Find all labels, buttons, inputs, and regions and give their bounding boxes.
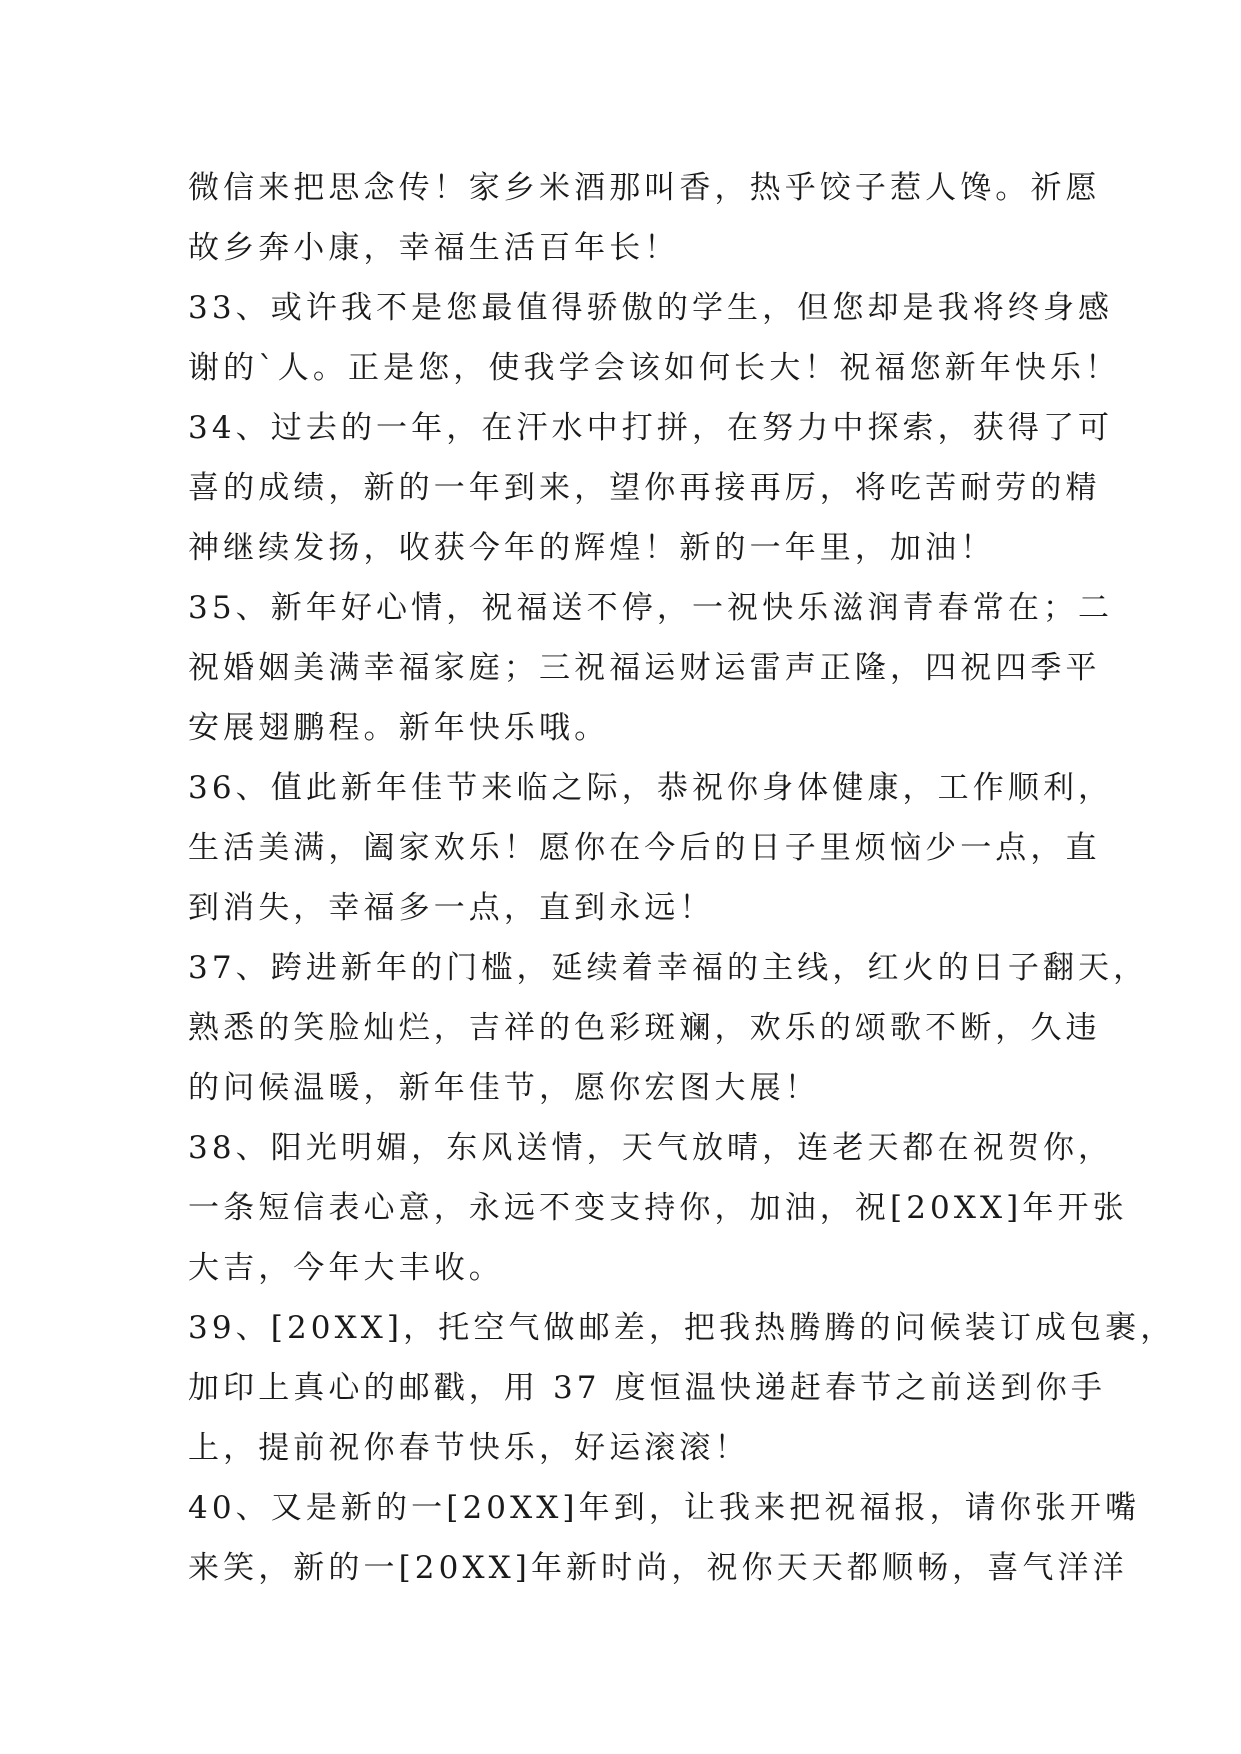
text-line: 故乡奔小康，幸福生活百年长！ — [188, 230, 680, 266]
document-body — [188, 158, 1176, 1598]
text-line: 一条短信表心意，永远不变支持你，加油，祝[20XX]年开张 — [188, 1190, 1128, 1226]
text-line: 37、跨进新年的门槛，延续着幸福的主线，红火的日子翻天， — [188, 950, 1149, 986]
text-line: 33、或许我不是您最值得骄傲的学生，但您却是我将终身感 — [188, 290, 1114, 326]
text-line: 熟悉的笑脸灿烂，吉祥的色彩斑斓，欢乐的颂歌不断，久违 — [188, 1010, 1101, 1046]
text-line: 的问候温暖，新年佳节，愿你宏图大展！ — [188, 1070, 820, 1106]
text-line: 安展翅鹏程。新年快乐哦。 — [188, 710, 610, 746]
text-line: 微信来把思念传！家乡米酒那叫香，热乎饺子惹人馋。祈愿 — [188, 170, 1101, 206]
text-line: 大吉，今年大丰收。 — [188, 1250, 504, 1286]
text-line: 39、[20XX]，托空气做邮差，把我热腾腾的问候装订成包裹， — [188, 1310, 1176, 1346]
text-line: 加印上真心的邮戳，用 37 度恒温快递赶春节之前送到你手 — [188, 1370, 1106, 1406]
text-line: 40、又是新的一[20XX]年到，让我来把祝福报，请你张开嘴 — [188, 1490, 1141, 1526]
text-line: 生活美满，阖家欢乐！愿你在今后的日子里烦恼少一点，直 — [188, 830, 1101, 866]
text-line: 上，提前祝你春节快乐，好运滚滚！ — [188, 1430, 750, 1466]
text-line: 35、新年好心情，祝福送不停，一祝快乐滋润青春常在；二 — [188, 590, 1114, 626]
text-line: 36、值此新年佳节来临之际，恭祝你身体健康，工作顺利， — [188, 770, 1114, 806]
text-line: 34、过去的一年，在汗水中打拼，在努力中探索，获得了可 — [188, 410, 1114, 446]
text-line: 来笑，新的一[20XX]年新时尚，祝你天天都顺畅，喜气洋洋 — [188, 1550, 1128, 1586]
text-line: 谢的`人。正是您，使我学会该如何长大！祝福您新年快乐！ — [188, 350, 1121, 386]
text-line: 38、阳光明媚，东风送情，天气放晴，连老天都在祝贺你， — [188, 1130, 1114, 1166]
text-line: 祝婚姻美满幸福家庭；三祝福运财运雷声正隆，四祝四季平 — [188, 650, 1101, 686]
text-line: 到消失，幸福多一点，直到永远！ — [188, 890, 715, 926]
text-line: 神继续发扬，收获今年的辉煌！新的一年里，加油！ — [188, 530, 996, 566]
text-line: 喜的成绩，新的一年到来，望你再接再厉，将吃苦耐劳的精 — [188, 470, 1101, 506]
